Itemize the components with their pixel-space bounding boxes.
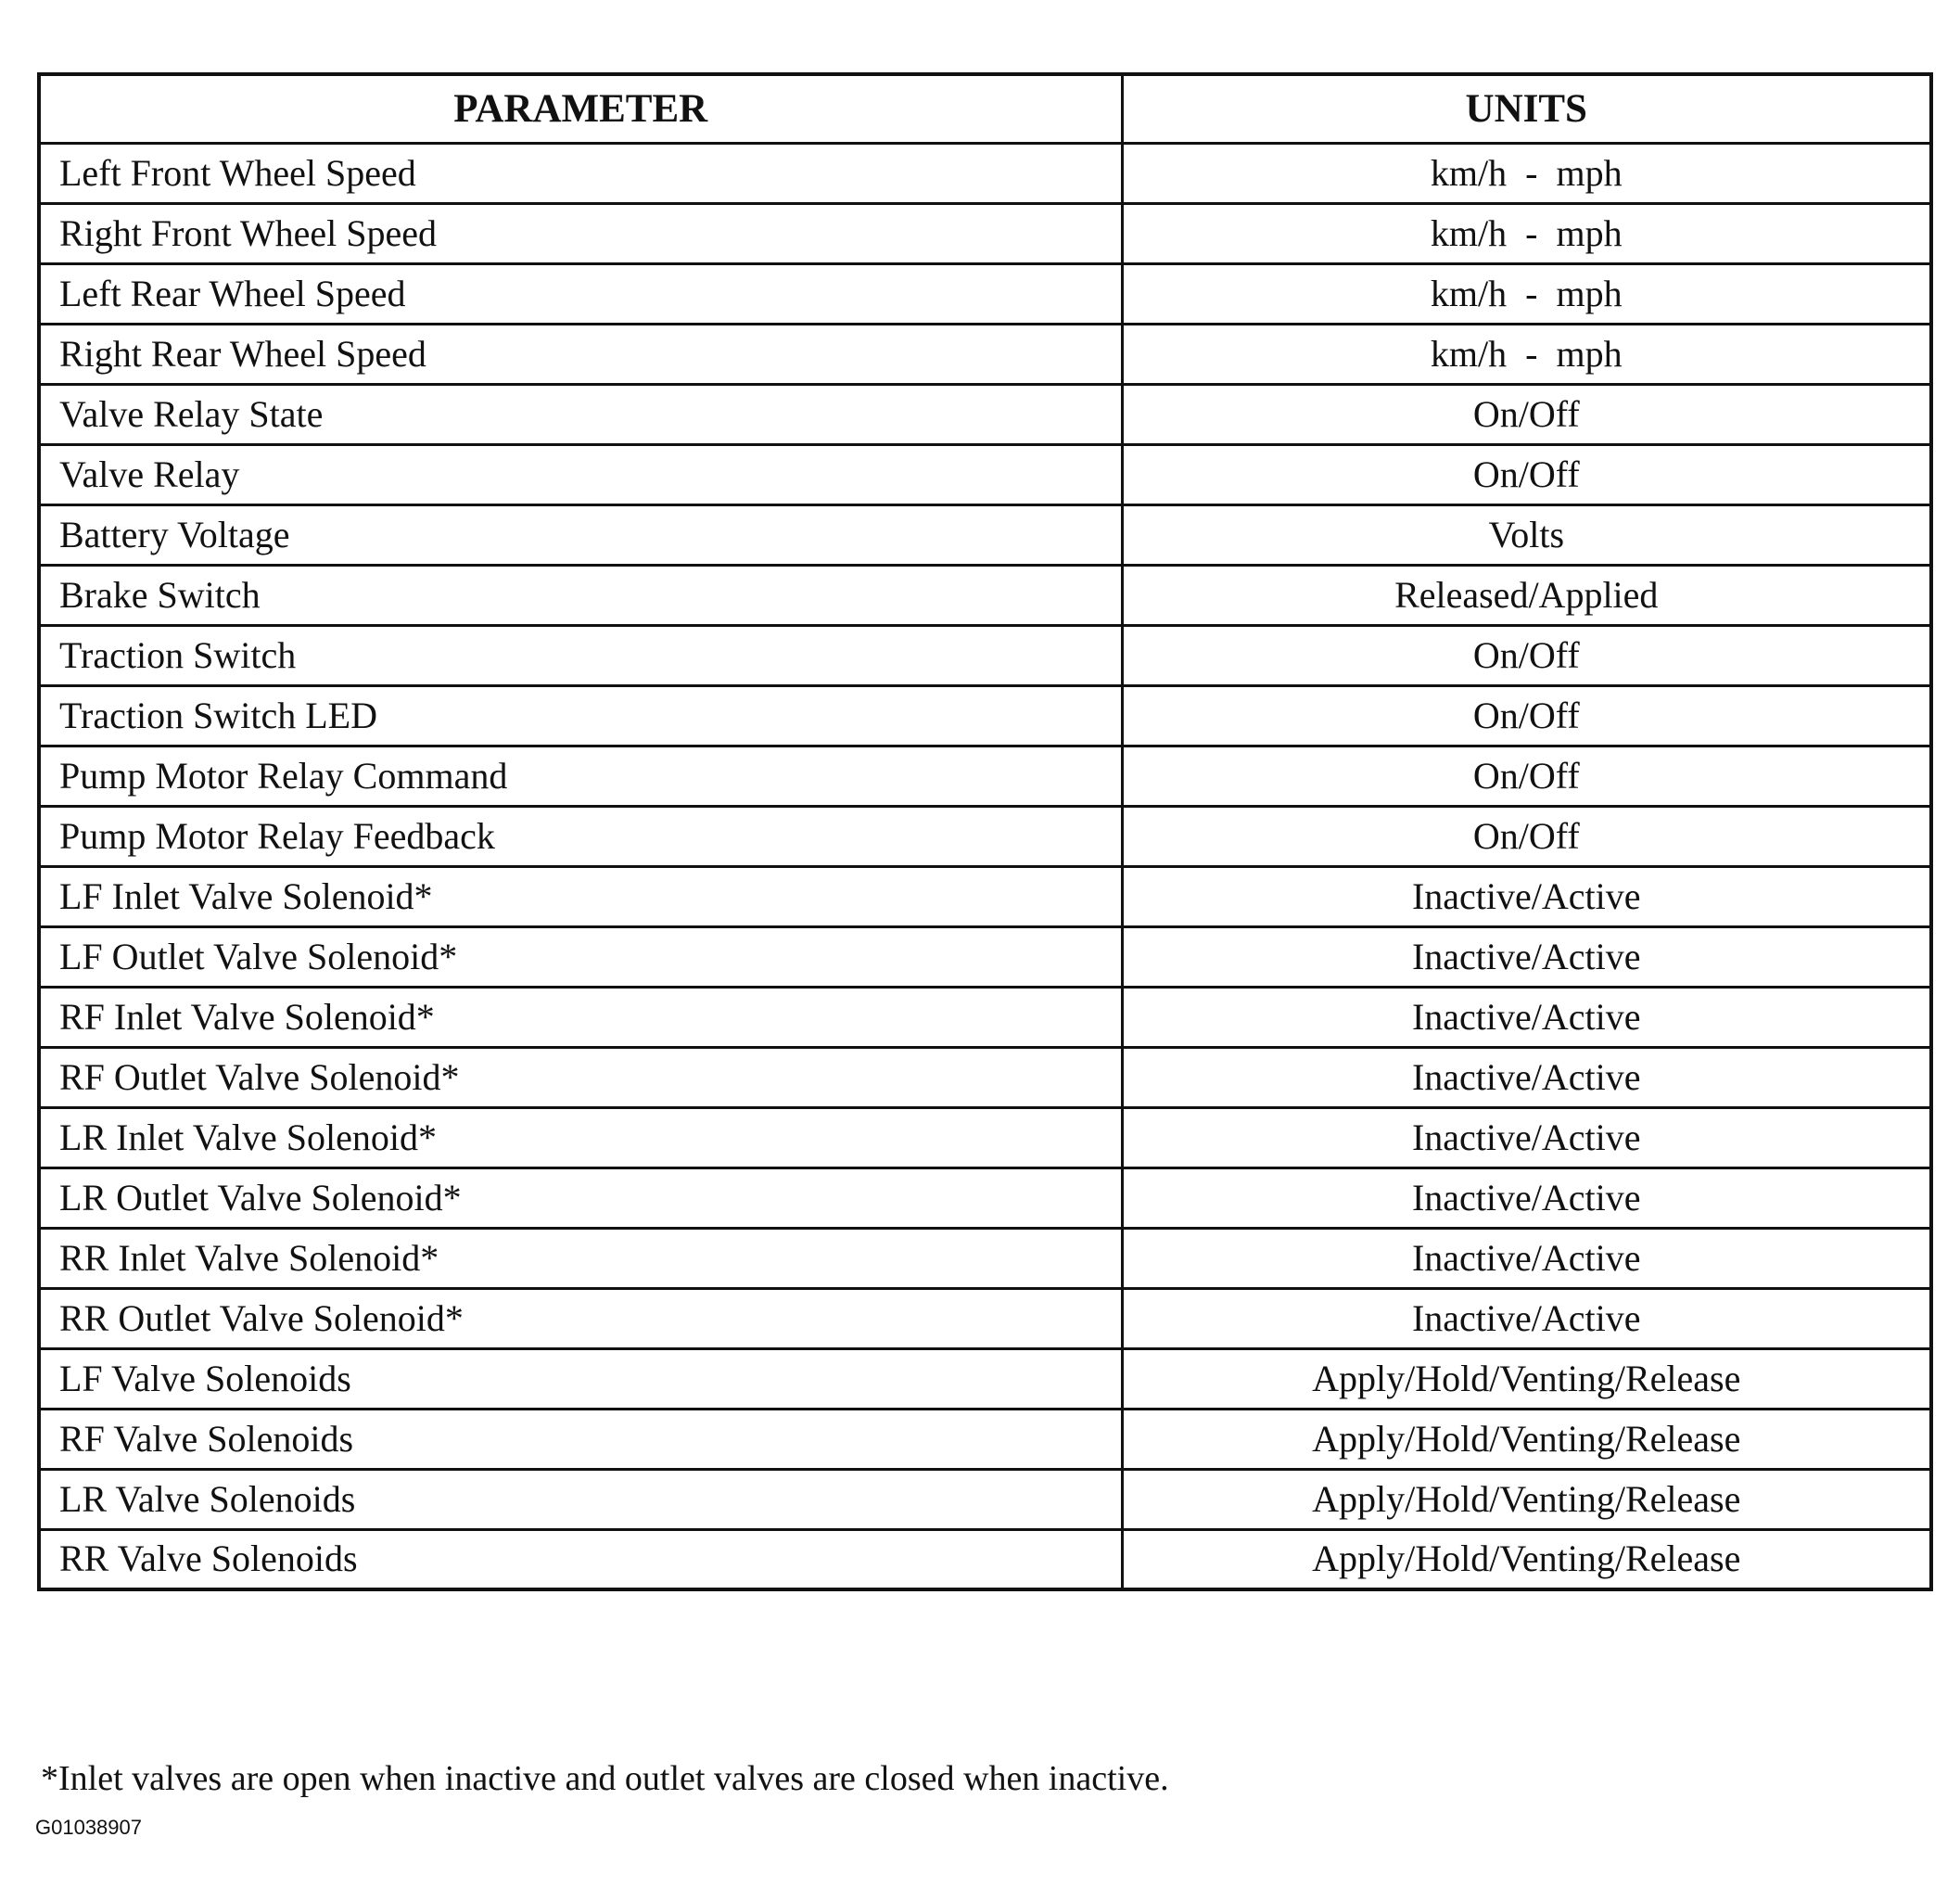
table-row [39, 1288, 1931, 1348]
parameter-cell: Left Rear Wheel Speed [39, 263, 1122, 324]
parameter-cell: RR Valve Solenoids [39, 1529, 1122, 1589]
units-cell: Apply/Hold/Venting/Release [1122, 1469, 1931, 1529]
table-row [39, 926, 1931, 987]
parameter-cell: Brake Switch [39, 565, 1122, 625]
units-cell: Apply/Hold/Venting/Release [1122, 1409, 1931, 1469]
table-row [39, 1228, 1931, 1288]
table-row [39, 1469, 1931, 1529]
units-cell: On/Off [1122, 806, 1931, 866]
table-header-row [39, 74, 1931, 143]
table-row [39, 625, 1931, 685]
table-row [39, 1047, 1931, 1107]
table-row [39, 806, 1931, 866]
units-cell: km/h - mph [1122, 324, 1931, 384]
units-cell: On/Off [1122, 384, 1931, 444]
parameter-cell: RR Inlet Valve Solenoid* [39, 1228, 1122, 1288]
units-cell: Inactive/Active [1122, 1047, 1931, 1107]
table-row [39, 143, 1931, 203]
parameter-cell: Right Rear Wheel Speed [39, 324, 1122, 384]
units-cell: Inactive/Active [1122, 1107, 1931, 1167]
parameter-cell: Traction Switch LED [39, 685, 1122, 746]
table-row [39, 384, 1931, 444]
units-cell: Inactive/Active [1122, 926, 1931, 987]
parameter-cell: RF Outlet Valve Solenoid* [39, 1047, 1122, 1107]
table-row [39, 324, 1931, 384]
table-row [39, 1529, 1931, 1589]
column-header-units: UNITS [1122, 74, 1931, 143]
table-row [39, 746, 1931, 806]
parameter-cell: Traction Switch [39, 625, 1122, 685]
units-cell: Apply/Hold/Venting/Release [1122, 1348, 1931, 1409]
units-cell: Released/Applied [1122, 565, 1931, 625]
parameter-cell: LR Inlet Valve Solenoid* [39, 1107, 1122, 1167]
table-row [39, 444, 1931, 504]
column-header-parameter: PARAMETER [39, 74, 1122, 143]
parameter-units-table [37, 72, 1933, 1591]
units-cell: On/Off [1122, 444, 1931, 504]
parameter-cell: LF Outlet Valve Solenoid* [39, 926, 1122, 987]
table-row [39, 565, 1931, 625]
parameter-cell: LR Valve Solenoids [39, 1469, 1122, 1529]
parameter-cell: LF Valve Solenoids [39, 1348, 1122, 1409]
units-cell: Inactive/Active [1122, 866, 1931, 926]
parameter-cell: Battery Voltage [39, 504, 1122, 565]
table-body [39, 143, 1931, 1589]
table-row [39, 263, 1931, 324]
table-row [39, 987, 1931, 1047]
units-cell: Inactive/Active [1122, 1288, 1931, 1348]
units-cell: Apply/Hold/Venting/Release [1122, 1529, 1931, 1589]
table-row [39, 1107, 1931, 1167]
units-cell: km/h - mph [1122, 263, 1931, 324]
parameter-cell: Pump Motor Relay Feedback [39, 806, 1122, 866]
units-cell: Inactive/Active [1122, 1167, 1931, 1228]
figure-code: G01038907 [35, 1816, 142, 1839]
parameter-cell: Right Front Wheel Speed [39, 203, 1122, 263]
parameter-cell: RR Outlet Valve Solenoid* [39, 1288, 1122, 1348]
parameter-cell: Valve Relay [39, 444, 1122, 504]
table-row [39, 1348, 1931, 1409]
units-cell: On/Off [1122, 625, 1931, 685]
parameter-cell: Pump Motor Relay Command [39, 746, 1122, 806]
units-cell: Inactive/Active [1122, 1228, 1931, 1288]
table-row [39, 685, 1931, 746]
units-cell: km/h - mph [1122, 143, 1931, 203]
units-cell: On/Off [1122, 746, 1931, 806]
footnote: *Inlet valves are open when inactive and outlet valves are closed when inactive. [41, 1759, 1169, 1798]
parameter-cell: RF Valve Solenoids [39, 1409, 1122, 1469]
units-cell: Volts [1122, 504, 1931, 565]
table-row [39, 866, 1931, 926]
table-row [39, 1167, 1931, 1228]
units-cell: On/Off [1122, 685, 1931, 746]
units-cell: Inactive/Active [1122, 987, 1931, 1047]
table-row [39, 1409, 1931, 1469]
table-row [39, 203, 1931, 263]
parameter-cell: Valve Relay State [39, 384, 1122, 444]
parameter-cell: LR Outlet Valve Solenoid* [39, 1167, 1122, 1228]
parameter-cell: LF Inlet Valve Solenoid* [39, 866, 1122, 926]
table-row [39, 504, 1931, 565]
units-cell: km/h - mph [1122, 203, 1931, 263]
parameter-cell: RF Inlet Valve Solenoid* [39, 987, 1122, 1047]
parameter-cell: Left Front Wheel Speed [39, 143, 1122, 203]
